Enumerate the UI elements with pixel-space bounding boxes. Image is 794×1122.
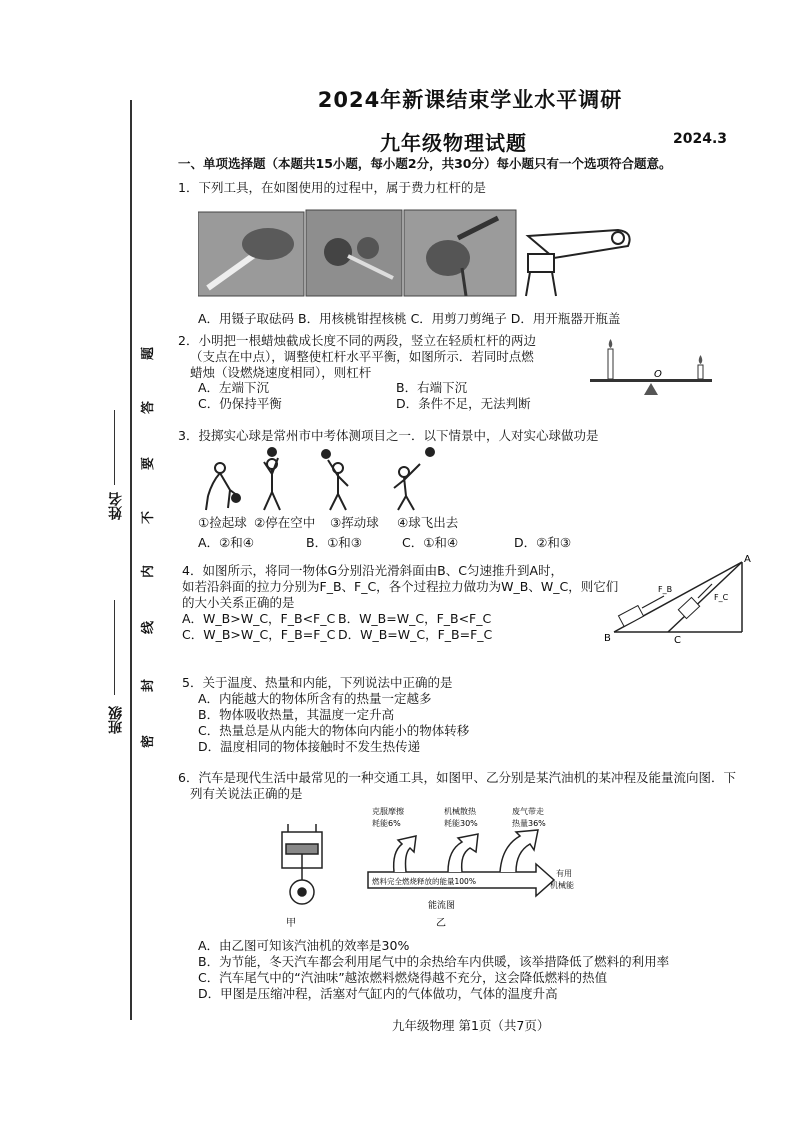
q3-caption: ②停在空中 bbox=[254, 515, 316, 530]
q4-option-d: D．W_B=W_C，F_B=F_C bbox=[338, 627, 493, 642]
q3-caption: ③挥动球 bbox=[330, 515, 379, 530]
q5-option-d: D．温度相同的物体接触时不发生热传递 bbox=[198, 739, 421, 754]
q6-option-d: D．甲图是压缩冲程，活塞对气缸内的气体做功，气体的温度升高 bbox=[198, 986, 558, 1001]
name-label-text: 姓名 bbox=[108, 492, 124, 520]
q2-fulcrum-label: O bbox=[654, 369, 662, 380]
exam-title: 2024年新课结束学业水平调研 bbox=[317, 88, 623, 112]
class-blank-line bbox=[114, 600, 115, 695]
q2-option-c: C．仍保持平衡 bbox=[198, 396, 282, 411]
q3-option-c: C．①和④ bbox=[402, 535, 459, 550]
q4-label-fc: F_C bbox=[714, 593, 729, 602]
energy-flow-diagram bbox=[368, 830, 554, 896]
exam-date: 2024.3 bbox=[673, 131, 728, 147]
q4-incline-figure bbox=[602, 552, 762, 647]
exam-subtitle: 九年级物理试题 bbox=[380, 131, 527, 155]
name-label bbox=[106, 492, 126, 524]
q2-stem-line: （支点在中点），调整使杠杆水平平衡，如图所示．若同时点燃 bbox=[190, 349, 534, 364]
engine-cylinder-icon bbox=[282, 824, 322, 904]
useful-line: 机械能 bbox=[550, 881, 574, 890]
q6-figures bbox=[272, 804, 592, 930]
label-jia: 甲 bbox=[286, 918, 296, 929]
q4-label-fb: F_B bbox=[658, 585, 673, 594]
diagram-name: 能流图 bbox=[428, 901, 456, 911]
q1-tool-illustrations bbox=[198, 208, 638, 300]
q1-stem: 1．下列工具，在如图使用的过程中，属于费力杠杆的是 bbox=[178, 180, 486, 195]
q3-option-a: A．②和④ bbox=[198, 535, 254, 550]
name-blank-line bbox=[114, 410, 115, 485]
q6-option-a: A．由乙图可知该汽油机的效率是30% bbox=[198, 938, 410, 953]
q4-stem-line: 的大小关系正确的是 bbox=[182, 595, 295, 610]
q4-option-a: A．W_B>W_C，F_B<F_C bbox=[182, 611, 336, 626]
binding-line bbox=[130, 100, 132, 1020]
q3-stem: 3．投掷实心球是常州市中考体测项目之一．以下情景中，人对实心球做功是 bbox=[178, 428, 599, 443]
seal-char: 密 bbox=[141, 734, 157, 749]
q6-stem-line: 6．汽车是现代生活中最常见的一种交通工具，如图甲、乙分别是某汽油机的某冲程及能量流向图．下 bbox=[178, 770, 736, 785]
q6-option-b: B．为节能，冬天汽车都会利用尾气中的余热给车内供暖，该举措降低了燃料的利用率 bbox=[198, 954, 670, 969]
loss2-line: 机械散热 bbox=[444, 807, 476, 816]
q3-figures bbox=[198, 446, 458, 516]
seal-char: 不 bbox=[141, 510, 157, 525]
q2-stem-line: 蜡烛（设燃烧速度相同），则杠杆 bbox=[190, 365, 372, 380]
page-footer: 九年级物理 第1页（共7页） bbox=[392, 1018, 550, 1033]
seal-char: 题 bbox=[141, 346, 157, 361]
q5-option-b: B．物体吸收热量，其温度一定升高 bbox=[198, 707, 395, 722]
seal-char: 线 bbox=[141, 620, 157, 635]
loss1-line: 克服摩擦 bbox=[372, 807, 404, 816]
loss1-line: 耗能6% bbox=[372, 819, 401, 828]
seal-char: 内 bbox=[141, 564, 157, 579]
q6-stem-line: 列有关说法正确的是 bbox=[190, 786, 303, 801]
q4-label-c: C bbox=[674, 635, 681, 646]
q4-label-a: A bbox=[744, 554, 751, 565]
q4-stem-line: 4．如图所示，将同一物体G分别沿光滑斜面由B、C匀速推升到A时， bbox=[182, 563, 563, 578]
q5-option-c: C．热量总是从内能大的物体向内能小的物体转移 bbox=[198, 723, 470, 738]
q4-option-c: C．W_B>W_C，F_B=F_C bbox=[182, 627, 336, 642]
seal-char: 封 bbox=[141, 678, 157, 693]
q5-option-a: A．内能越大的物体所含有的热量一定越多 bbox=[198, 691, 432, 706]
q2-stem-line: 2．小明把一根蜡烛截成长度不同的两段，竖立在轻质杠杆的两边 bbox=[178, 333, 536, 348]
label-yi: 乙 bbox=[436, 918, 446, 929]
loss3-line: 废气带走 bbox=[512, 807, 544, 816]
main-flow-label: 燃料完全燃烧释放的能量100% bbox=[372, 877, 476, 886]
q2-option-b: B．右端下沉 bbox=[396, 380, 468, 395]
q1-figures bbox=[198, 208, 638, 300]
loss2-line: 耗能30% bbox=[444, 819, 478, 828]
q3-stick-figures bbox=[198, 446, 458, 516]
q3-option-d: D．②和③ bbox=[514, 535, 572, 550]
q3-caption: ④球飞出去 bbox=[397, 515, 459, 530]
seal-char: 答 bbox=[141, 400, 157, 415]
q2-option-d: D．条件不足，无法判断 bbox=[396, 396, 531, 411]
q5-stem: 5．关于温度、热量和内能，下列说法中正确的是 bbox=[182, 675, 453, 690]
q4-label-b: B bbox=[604, 633, 611, 644]
q4-option-b: B．W_B=W_C，F_B<F_C bbox=[338, 611, 492, 626]
section-heading: 一、单项选择题（本题共15小题，每小题2分，共30分）每小题只有一个选项符合题意。 bbox=[178, 156, 672, 171]
q3-option-b: B．①和③ bbox=[306, 535, 362, 550]
useful-line: 有用 bbox=[556, 869, 572, 878]
q6-option-c: C．汽车尾气中的“汽油味”越浓燃料燃烧得越不充分，这会降低燃料的热值 bbox=[198, 970, 608, 985]
seal-char: 要 bbox=[141, 456, 157, 471]
loss3-line: 热量36% bbox=[512, 819, 546, 828]
q3-caption: ①捡起球 bbox=[198, 515, 247, 530]
q1-options: A．用镊子取砝码 B．用核桃钳捏核桃 C．用剪刀剪绳子 D．用开瓶器开瓶盖 bbox=[198, 311, 621, 326]
class-label bbox=[106, 706, 126, 738]
q4-stem-line: 如若沿斜面的拉力分别为F_B、F_C，各个过程拉力做功为W_B、W_C，则它们 bbox=[182, 579, 619, 594]
class-label-text: 班级 bbox=[108, 706, 124, 734]
q2-option-a: A．左端下沉 bbox=[198, 380, 270, 395]
seal-text-column bbox=[140, 340, 158, 760]
q2-lever-figure bbox=[586, 333, 716, 398]
